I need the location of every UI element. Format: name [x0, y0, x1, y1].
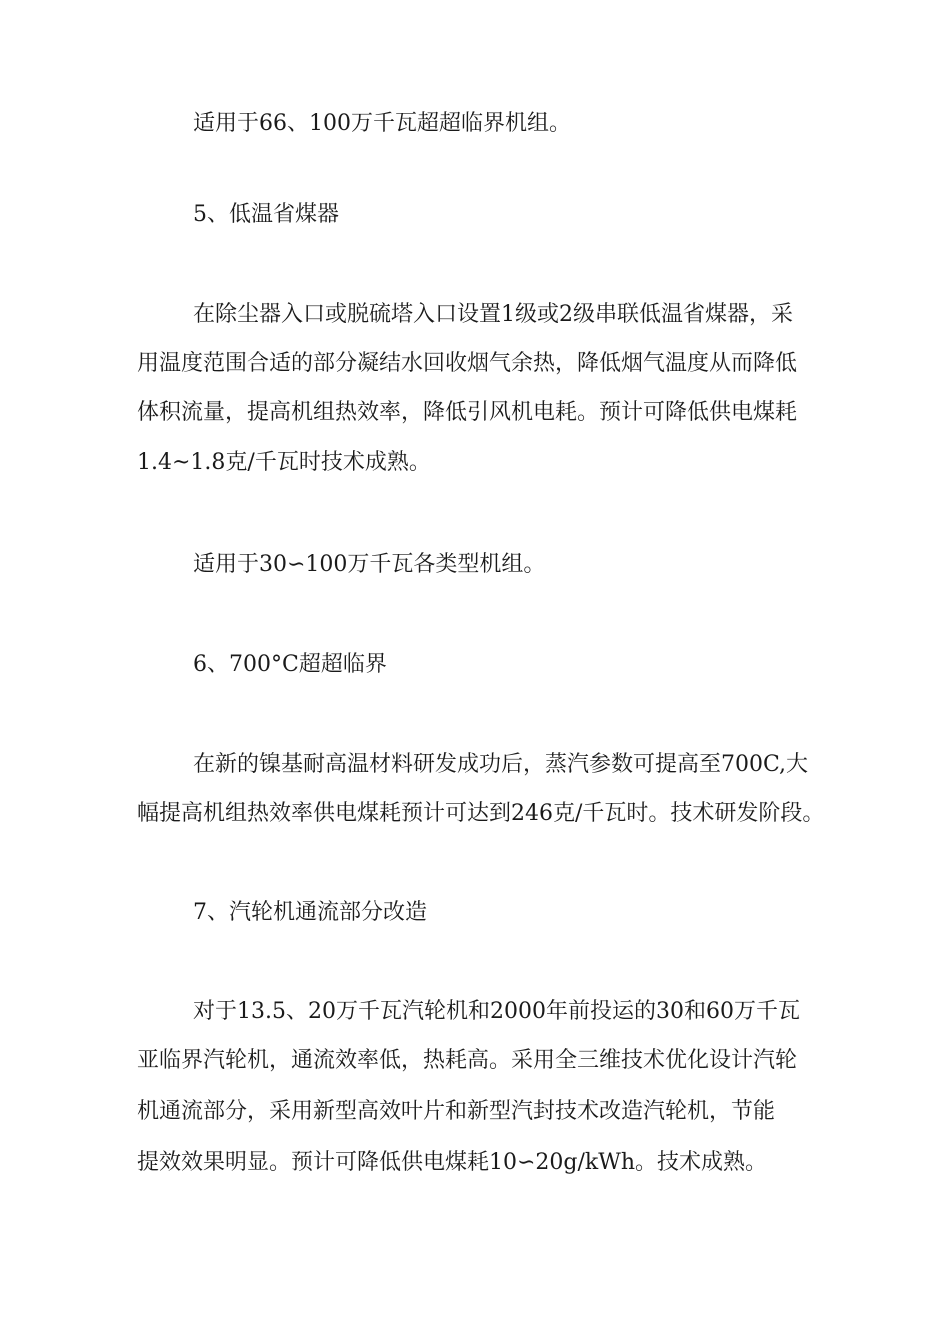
paragraph-line: 机通流部分，采用新型高效叶片和新型汽封技术改造汽轮机，节能	[137, 1099, 776, 1124]
section-heading: 7、汽轮机通流部分改造	[193, 900, 427, 925]
section-heading: 6、700°C超超临界	[193, 652, 387, 677]
paragraph-line: 在新的镍基耐高温材料研发成功后，蒸汽参数可提高至700C,大	[193, 752, 809, 777]
paragraph-line: 提效效果明显。预计可降低供电煤耗10∽20g/kWh。技术成熟。	[137, 1150, 768, 1175]
paragraph-line: 幅提高机组热效率供电煤耗预计可达到246克/千瓦时。技术研发阶段。	[137, 801, 825, 826]
paragraph-line: 1.4~1.8克/千瓦时技术成熟。	[137, 450, 431, 475]
section-heading: 5、低温省煤器	[193, 202, 339, 227]
paragraph-line: 适用于30∽100万千瓦各类型机组。	[193, 552, 546, 577]
paragraph-line: 体积流量，提高机组热效率，降低引风机电耗。预计可降低供电煤耗	[137, 400, 798, 425]
paragraph-line: 适用于66、100万千瓦超超临界机组。	[193, 111, 571, 136]
paragraph-line: 对于13.5、20万千瓦汽轮机和2000年前投运的30和60万千瓦	[193, 999, 800, 1024]
paragraph-line: 用温度范围合适的部分凝结水回收烟气余热，降低烟气温度从而降低	[137, 351, 798, 376]
paragraph-line: 亚临界汽轮机，通流效率低，热耗高。采用全三维技术优化设计汽轮	[137, 1048, 798, 1073]
paragraph-line: 在除尘器入口或脱硫塔入口设置1级或2级串联低温省煤器，采	[193, 302, 793, 327]
